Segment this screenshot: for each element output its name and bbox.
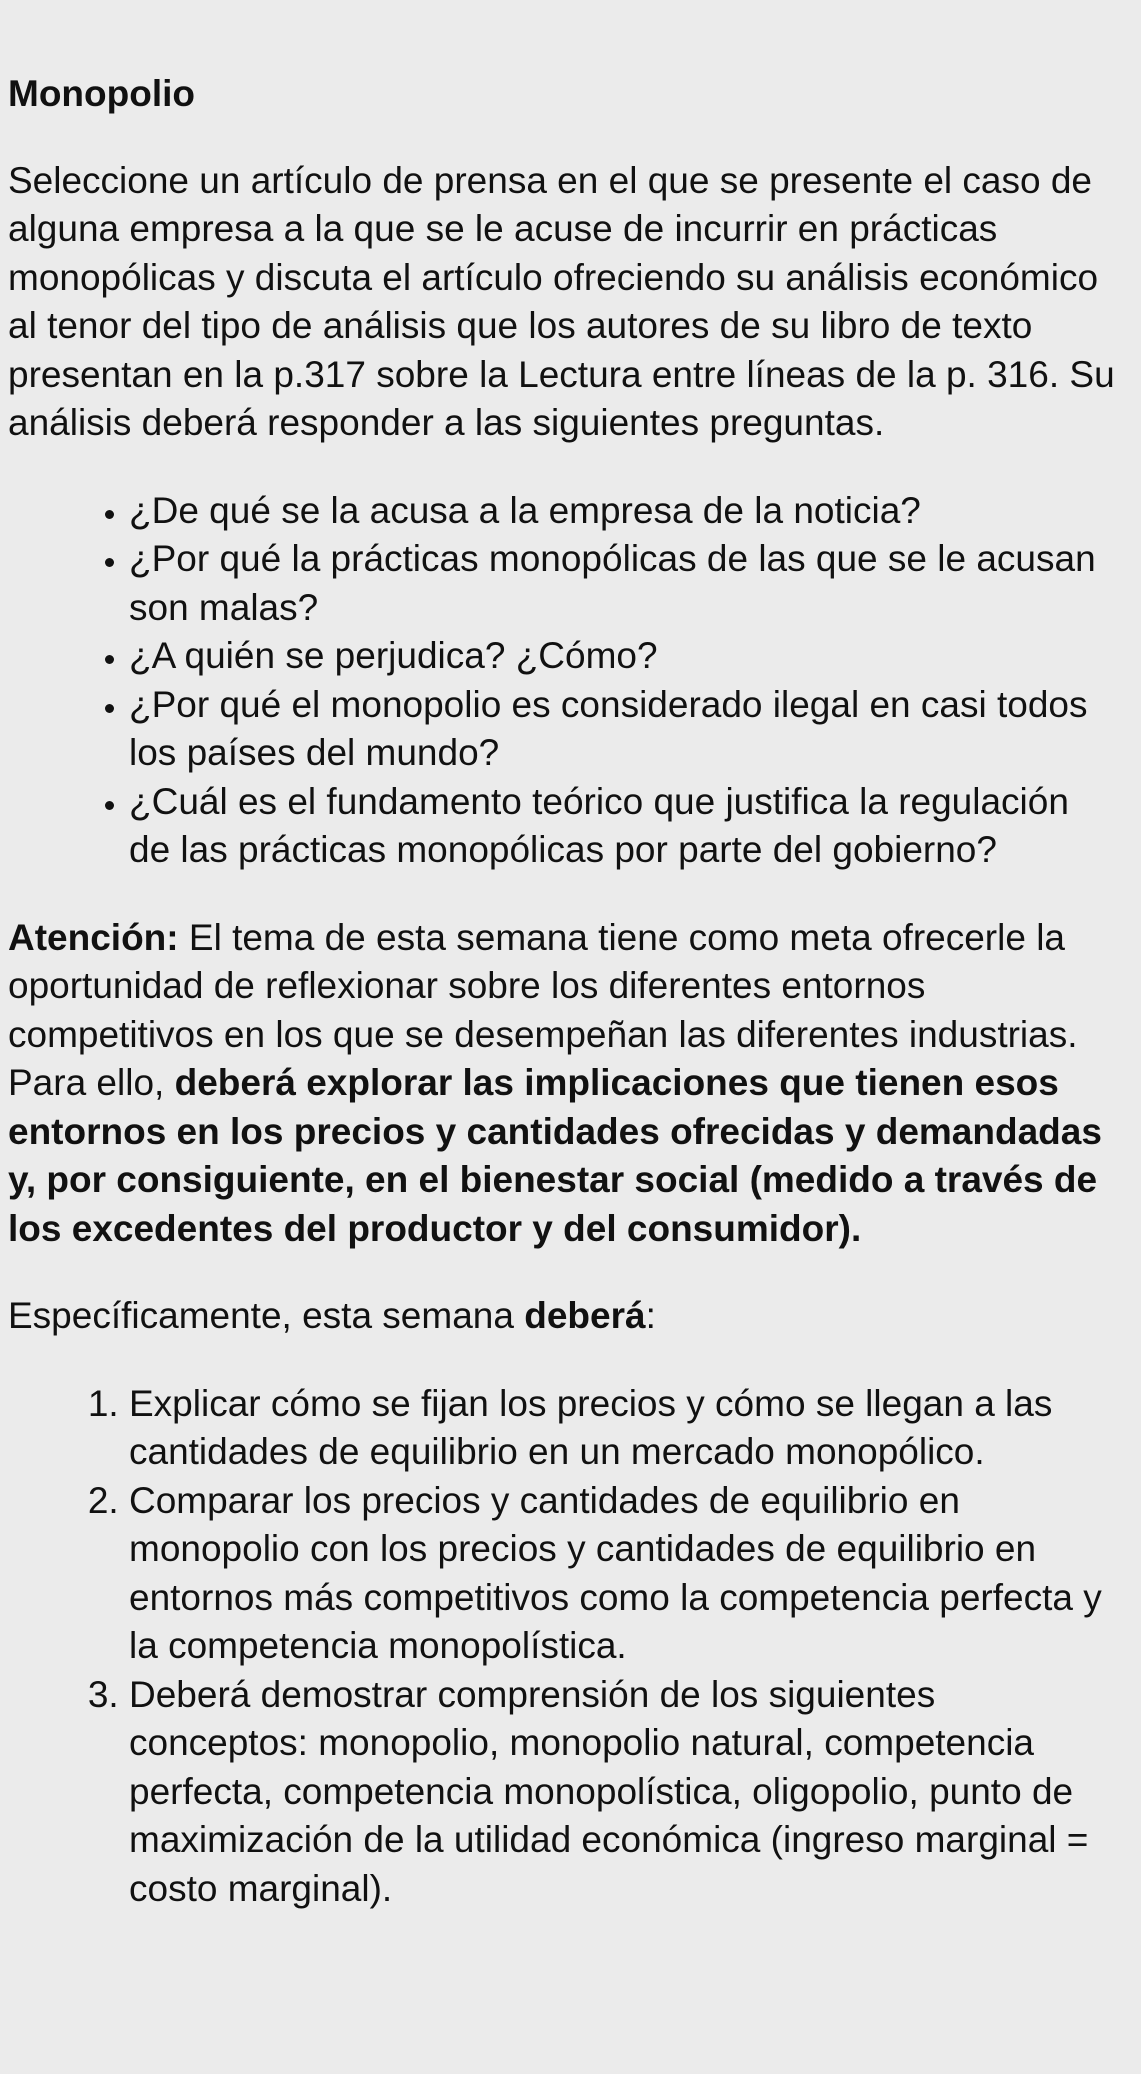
list-item: • ¿A quién se perjudica? ¿Cómo? <box>129 632 1118 681</box>
list-item: • ¿Por qué la prácticas monopólicas de las que se le acusan son malas? <box>129 535 1118 632</box>
questions-list <box>8 487 1118 875</box>
attention-bold-text: deberá explorar las implicaciones que tienen esos entornos en los precios y cantidades ofrecidas y demandadas y, por consiguiente, en el bienestar social (medido a través de los excedentes del productor y del consumidor). <box>8 1062 1102 1249</box>
list-item: 2. Comparar los precios y cantidades de equilibrio en monopolio con los precios y cantidades de equilibrio en entornos más competitivos como la competencia perfecta y la competencia monopolística. <box>129 1477 1118 1671</box>
intro-paragraph: Seleccione un artículo de prensa en el que se presente el caso de alguna empresa a la que se le acuse de incurrir en prácticas monopólicas y discuta el artículo ofreciendo su análisis económico al tenor del tipo de análisis que los autores de su libro de texto presentan en la p.317 sobre la Lectura entre líneas de la p. 316. Su análisis deberá responder a las siguientes preguntas. <box>8 159 1115 443</box>
specific-suffix: : <box>645 1295 656 1336</box>
list-item: • ¿Por qué el monopolio es considerado ilegal en casi todos los países del mundo? <box>129 681 1118 778</box>
list-item: 3. Deberá demostrar comprensión de los siguientes conceptos: monopolio, monopolio natural, competencia perfecta, competencia monopolística, oligopolio, punto de maximización de la utilidad económica (ingreso marginal = costo marginal). <box>129 1671 1118 1914</box>
specific-prefix: Específicamente, esta semana <box>8 1295 525 1336</box>
attention-label: Atención: <box>8 916 179 958</box>
specific-paragraph <box>8 1292 1118 1341</box>
list-item: • ¿Cuál es el fundamento teórico que justifica la regulación de las prácticas monopólicas por parte del gobierno? <box>129 778 1118 875</box>
list-item: • ¿De qué se la acusa a la empresa de la noticia? <box>129 487 1118 536</box>
attention-text: El tema de esta semana tiene como meta ofrecerle la oportunidad de reflexionar sobre los diferentes entornos competitivos en los que se desempeñan las diferentes industrias. Para ello, <box>8 916 1078 1103</box>
tasks-list <box>8 1380 1118 1914</box>
list-item: 1. Explicar cómo se fijan los precios y cómo se llegan a las cantidades de equilibrio en un mercado monopólico. <box>129 1380 1118 1477</box>
specific-bold: deberá <box>524 1295 646 1336</box>
attention-paragraph <box>8 914 1118 1254</box>
page-title: Monopolio <box>8 73 195 114</box>
